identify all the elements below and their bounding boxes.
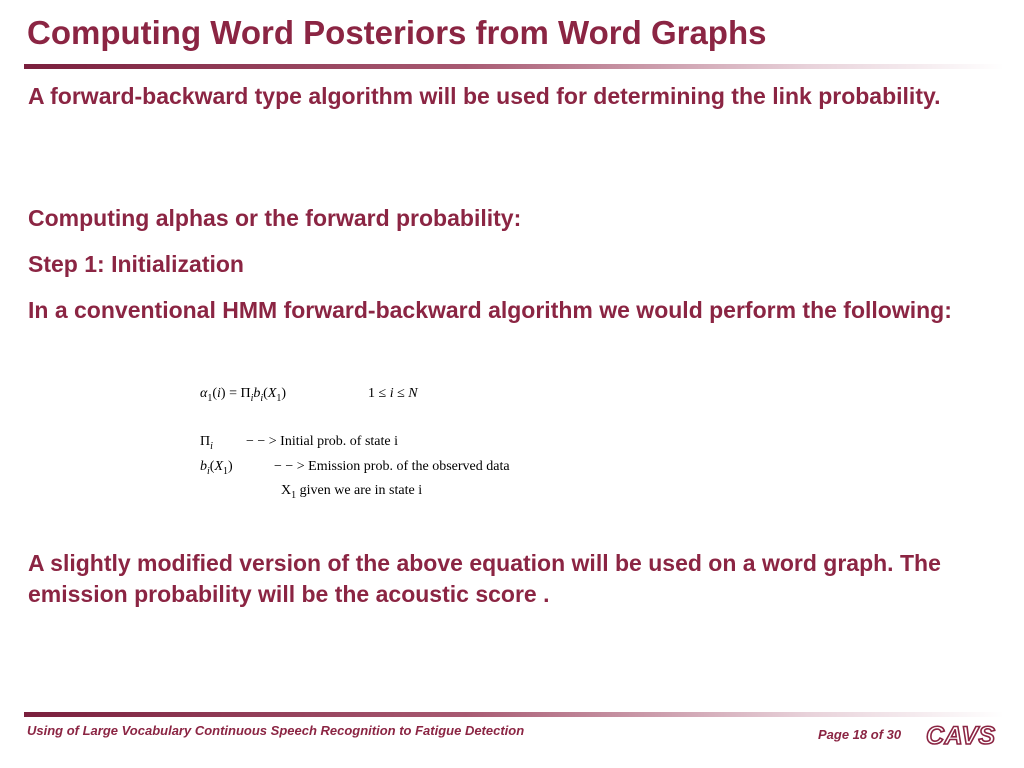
page-number: Page 18 of 30 <box>818 727 902 742</box>
alpha-heading: Computing alphas or the forward probability: <box>28 205 522 231</box>
footer-presentation-title: Using of Large Vocabulary Continuous Speech Recognition to Fatigue Detection <box>27 723 525 738</box>
cavs-logo-text: CAVS <box>926 722 996 749</box>
cavs-logo-icon <box>923 721 1001 749</box>
modified-version-text: A slightly modified version of the above equation will be used on a word graph. The emission probability will be the acoustic score . <box>28 550 941 607</box>
observation-definition: $X_1$ given we are in state i <box>281 483 423 501</box>
alpha-init-equation: $\alpha_1(i) = \Pi_ib_i(X_1)$ <box>200 386 287 404</box>
hmm-text: In a conventional HMM forward-backward algorithm we would perform the following: <box>28 297 952 323</box>
title-divider <box>24 64 1004 69</box>
index-range-equation: 1 ≤ i ≤ N <box>368 386 418 401</box>
slide-title: Computing Word Posteriors from Word Graphs <box>27 14 767 51</box>
pi-symbol: $\Pi_i$ <box>200 434 213 452</box>
emission-definition: − − > Emission prob. of the observed data <box>274 459 510 474</box>
observation-definition-text: given we are in state i <box>299 483 423 498</box>
intro-text: A forward-backward type algorithm will be used for determining the link probability. <box>28 83 941 109</box>
step-heading: Step 1: Initialization <box>28 251 244 277</box>
footer-divider <box>24 712 1004 717</box>
pi-definition: − − > Initial prob. of state i <box>246 434 398 449</box>
emission-symbol: $b_i(X_1)$ <box>200 459 233 477</box>
